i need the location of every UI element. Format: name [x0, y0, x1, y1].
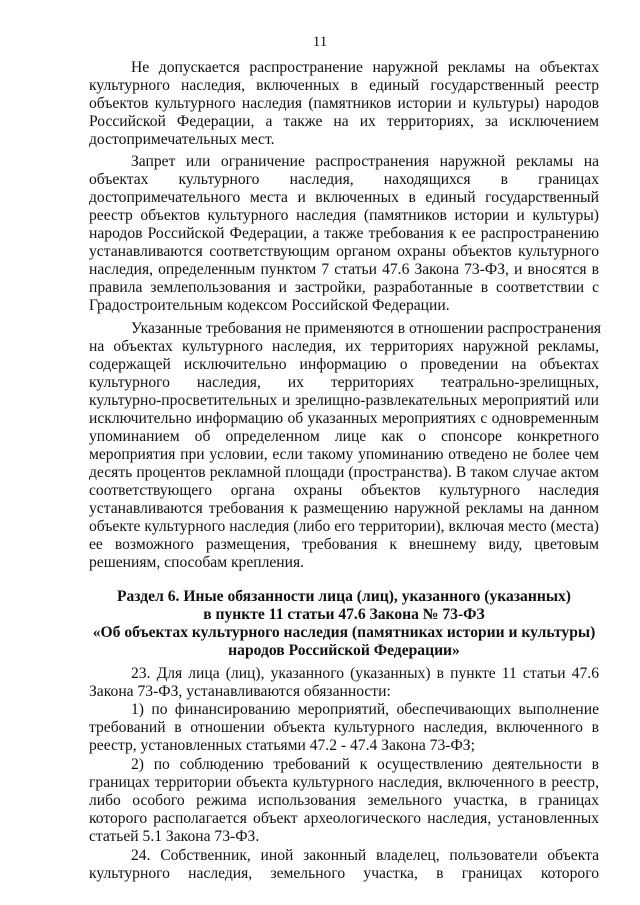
text-line: объектах культурного наследия, находящихся в границах [89, 171, 599, 188]
text-line: мероприятия при условии, если такому упоминанию отведено не более чем [89, 446, 599, 463]
text-line: либо особого режима использования земельного участка, в границах [89, 792, 599, 809]
text-line: 1) по финансированию мероприятий, обеспечивающих выполнение [131, 701, 599, 718]
section-heading-line: в пункте 11 статьи 47.6 Закона № 73-ФЗ [203, 606, 485, 623]
text-line: требований в отношении объекта культурного наследия, включенного в [89, 719, 599, 736]
text-line: 24. Собственник, иной законный владелец, пользователи объекта [131, 847, 599, 864]
text-line: Закона 73-ФЗ, устанавливаются обязанности: [89, 683, 391, 700]
text-line: соответствующего органа охраны объектов культурного наследия [89, 482, 599, 499]
text-line: Не допускается распространение наружной рекламы на объектах [131, 59, 599, 76]
text-line: объекте культурного наследия (либо его территории), включая место (места) [89, 518, 599, 535]
text-line: упоминанием об определенном лице как о спонсоре конкретного [89, 428, 599, 445]
text-line: реестр объектов культурного наследия (памятников истории и культуры) [89, 207, 599, 224]
text-line: границах территории объекта культурного наследия, включенного в реестр, [89, 774, 599, 791]
text-line: исключительно информацию об указанных мероприятиях с одновременным [89, 410, 599, 427]
text-line: достопримечательных мест. [89, 131, 275, 148]
text-line: устанавливаются соответствующим органом охраны объектов культурного [89, 243, 599, 260]
section-heading-line: народов Российской Федерации» [228, 642, 460, 659]
text-line: 23. Для лица (лиц), указанного (указанных) в пункте 11 статьи 47.6 [131, 665, 599, 682]
text-line: правила землепользования и застройки, разработанные в соответствии с [89, 279, 599, 296]
text-line: Запрет или ограничение распространения наружной рекламы на [131, 153, 599, 170]
section-heading-line: «Об объектах культурного наследия (памятниках истории и культуры) [92, 624, 596, 641]
text-line: решениям, способам крепления. [89, 554, 305, 571]
text-line: десять процентов рекламной площади (пространства). В таком случае актом [89, 464, 599, 481]
text-line: содержащей исключительно информацию о проведении на объектах [89, 356, 599, 373]
text-line: ее возможного размещения, требования к внешнему виду, цветовым [89, 536, 599, 553]
text-line: Градостроительным кодексом Российской Федерации. [89, 297, 450, 314]
text-line: объектов культурного наследия (памятников истории и культуры) народов [89, 95, 599, 112]
text-line: культурно-просветительных и зрелищно-развлекательных мероприятий или [89, 392, 599, 409]
text-line: достопримечательного места и включенных в единый государственный [89, 189, 599, 206]
text-line: которого располагается объект археологического наследия, установленных [89, 810, 599, 827]
text-line: устанавливаются требования к размещению наружной рекламы на данном [89, 500, 599, 517]
text-line: на объектах культурного наследия, их территориях наружной рекламы, [89, 338, 599, 355]
text-line: статьей 5.1 Закона 73-ФЗ. [89, 828, 260, 845]
text-line: народов Российской Федерации, а также требования к ее распространению [89, 225, 599, 242]
text-line: 2) по соблюдению требований к осуществлению деятельности в [131, 756, 599, 773]
text-line: наследия, определенным пунктом 7 статьи 47.6 Закона 73-ФЗ, и вносятся в [89, 261, 599, 278]
text-line: культурного наследия, их территориях театрально-зрелищных, [89, 374, 599, 391]
text-line: культурного наследия, включенных в единый государственный реестр [89, 77, 599, 94]
page-number: 11 [312, 34, 328, 50]
section-heading-line: Раздел 6. Иные обязанности лица (лиц), указанного (указанных) [116, 588, 571, 605]
text-line: культурного наследия, земельного участка, в границах которого [89, 865, 599, 882]
text-line: Российской Федерации, а также на их территориях, за исключением [89, 113, 599, 130]
text-line: Указанные требования не применяются в отношении распространения [131, 320, 602, 337]
text-line: реестр, установленных статьями 47.2 - 47.4 Закона 73-ФЗ; [89, 737, 475, 754]
